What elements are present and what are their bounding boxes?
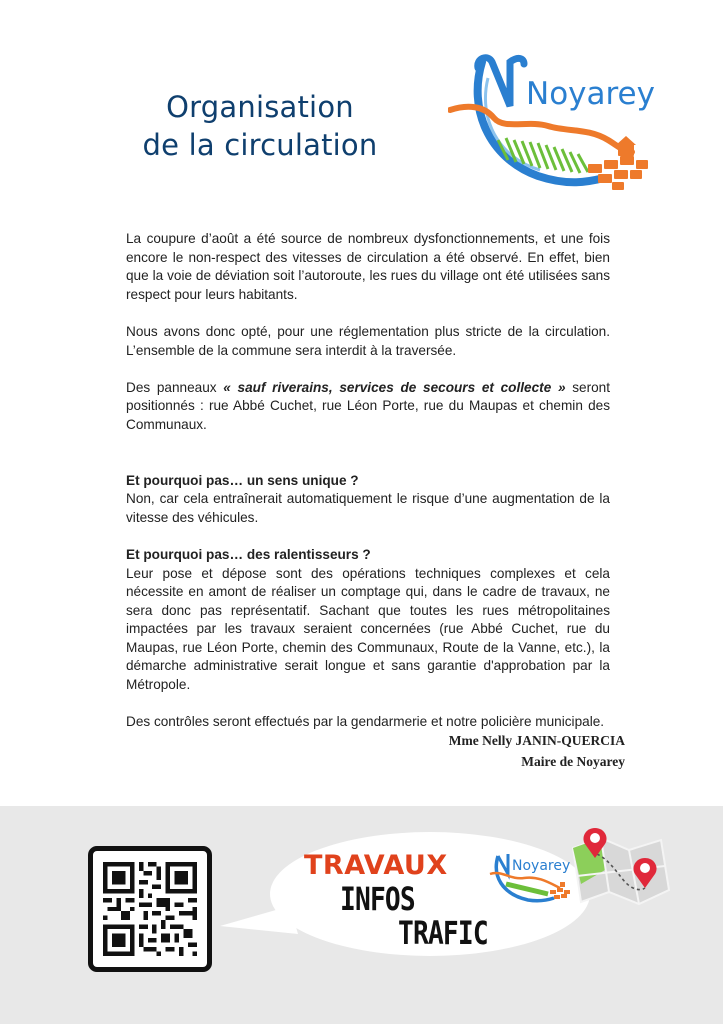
banner-trafic: TRAFIC: [398, 914, 488, 952]
banner-infos: INFOS: [340, 880, 415, 918]
page-title: [110, 88, 410, 164]
qr-code[interactable]: [88, 846, 212, 972]
paragraph-closing: Des contrôles seront effectués par la gendarmerie et notre policière municipale.: [126, 714, 605, 730]
mini-logo-text: Noyarey: [512, 858, 571, 874]
article-body: [126, 230, 610, 732]
signs-text-after: seront positionnés : rue Abbé Cuchet, rue Léon Porte, rue du Maupas et chemin des Communaux.: [126, 379, 610, 432]
logo-text: Noyarey: [526, 76, 655, 112]
map-icon: [565, 826, 675, 921]
banner-travaux: TRAVAUX: [304, 850, 448, 881]
signs-text-before: Des panneaux: [126, 379, 224, 395]
faq-answer-speed-bumps: Leur pose et dépose sont des opérations techniques complexes et cela nécessite en amont de réaliser un comptage qui, dans le cadre de travaux, ne sera donc pas représentatif. Sachant que toutes les rues métropolitaines impactées par les travaux seraient concernées (rue Abbé Cuchet, rue du Maupas, rue Léon Porte, chemin des Communaux, Route de la Vanne, etc.), la démarche administrative serait longue et sans garantie d'approbation par la Métropole.: [126, 565, 610, 693]
signature-block: [449, 730, 625, 772]
map-pins-icon: [565, 826, 675, 916]
paragraph-intro: La coupure d’août a été source de nombreux dysfonctionnements, et une fois encore le non-respect des vitesses de circulation a été observé. En effet, bien que la voie de déviation soit l’autoroute, les rues du village ont été utilisées sans respect pour leurs habitants.: [126, 231, 610, 302]
noyarey-logo: [448, 48, 672, 198]
signature-name: Mme Nelly JANIN-QUERCIA: [448, 733, 625, 748]
paragraph-signs: [126, 379, 610, 435]
title-line-1: Organisation: [166, 90, 354, 124]
faq-question-one-way: Et pourquoi pas… un sens unique ?: [126, 472, 359, 488]
paragraph-regulation: Nous avons donc opté, pour une réglementation plus stricte de la circulation. L’ensemble de la commune sera interdit à la traversée.: [126, 323, 610, 358]
signs-emphasis: « sauf riverains, services de secours et collecte »: [223, 379, 566, 395]
faq-question-speed-bumps: Et pourquoi pas… des ralentisseurs ?: [126, 546, 371, 562]
signature-role: Maire de Noyarey: [521, 754, 625, 769]
qr-code-icon: [103, 861, 197, 957]
noyarey-logo-icon: [448, 48, 672, 198]
title-line-2: de la circulation: [142, 128, 378, 162]
faq-answer-one-way: Non, car cela entraînerait automatiquement le risque d’une augmentation de la vitesse des véhicules.: [126, 491, 610, 525]
